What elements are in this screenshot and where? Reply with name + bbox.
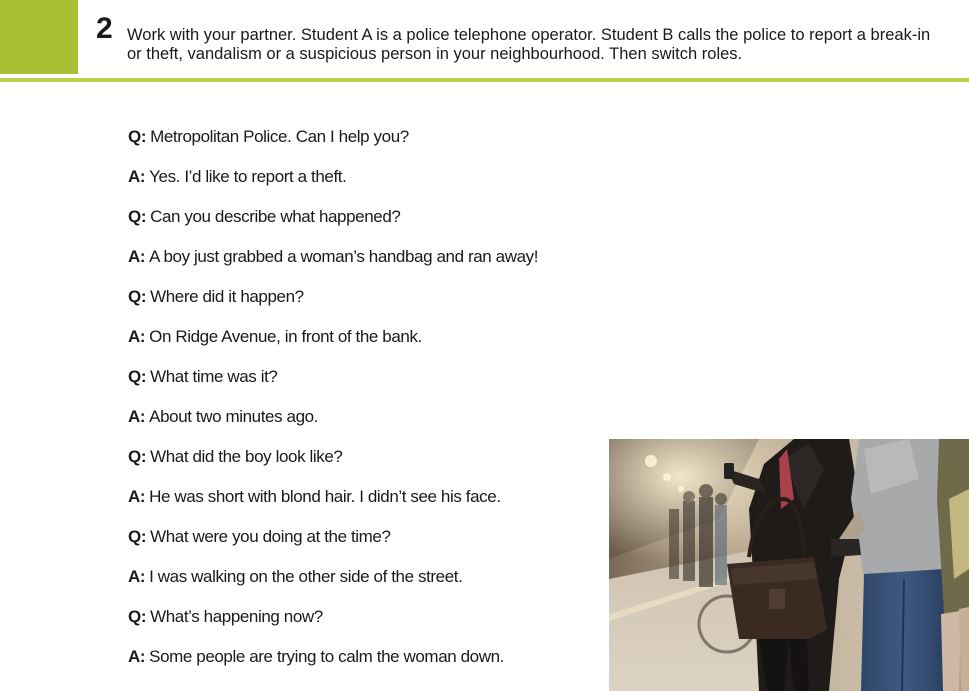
speaker-label: Q: [128,447,147,466]
exercise-number: 2 [96,12,113,45]
dialogue-text: What’s happening now? [150,607,323,626]
dialogue-line [128,604,598,644]
speaker-label: A: [128,567,146,586]
dialogue-line [128,564,598,604]
dialogue-text: Yes. I’d like to report a theft. [149,167,347,186]
dialogue-text: He was short with blond hair. I didn’t see his face. [149,487,501,506]
dialogue-line [128,364,598,404]
dialogue-line [128,324,598,364]
dialogue-line [128,244,598,284]
dialogue-line [128,444,598,484]
dialogue-text: I was walking on the other side of the street. [149,567,463,586]
speaker-label: A: [128,487,146,506]
dialogue-list [128,124,598,684]
dialogue-text: Can you describe what happened? [150,207,401,226]
speaker-label: Q: [128,127,147,146]
dialogue-text: What time was it? [150,367,278,386]
speaker-label: A: [128,407,146,426]
speaker-label: A: [128,327,146,346]
dialogue-text: What did the boy look like? [150,447,343,466]
dialogue-text: Where did it happen? [150,287,304,306]
dialogue-line [128,284,598,324]
dialogue-text: A boy just grabbed a woman’s handbag and ran away! [149,247,539,266]
speaker-label: Q: [128,607,147,626]
dialogue-line [128,524,598,564]
speaker-label: Q: [128,527,147,546]
speaker-label: A: [128,247,146,266]
dialogue-text: What were you doing at the time? [150,527,391,546]
dialogue-line [128,404,598,444]
dialogue-text: Some people are trying to calm the woman down. [149,647,504,666]
theft-photo [609,439,969,691]
dialogue-line [128,484,598,524]
header-divider [0,78,969,82]
speaker-label: Q: [128,367,147,386]
exercise-instructions: Work with your partner. Student A is a police telephone operator. Student B calls the police to report a break-in or theft, vandalism or a suspicious person in your neighbourhood. Then switch roles. [127,26,931,63]
speaker-label: Q: [128,207,147,226]
speaker-label: A: [128,167,146,186]
dialogue-line [128,204,598,244]
speaker-label: Q: [128,287,147,306]
dialogue-text: About two minutes ago. [149,407,319,426]
dialogue-line [128,644,598,684]
dialogue-line [128,124,598,164]
speaker-label: A: [128,647,146,666]
dialogue-text: On Ridge Avenue, in front of the bank. [149,327,422,346]
dialogue-text: Metropolitan Police. Can I help you? [150,127,409,146]
dialogue-line [128,164,598,204]
accent-block [0,0,78,74]
